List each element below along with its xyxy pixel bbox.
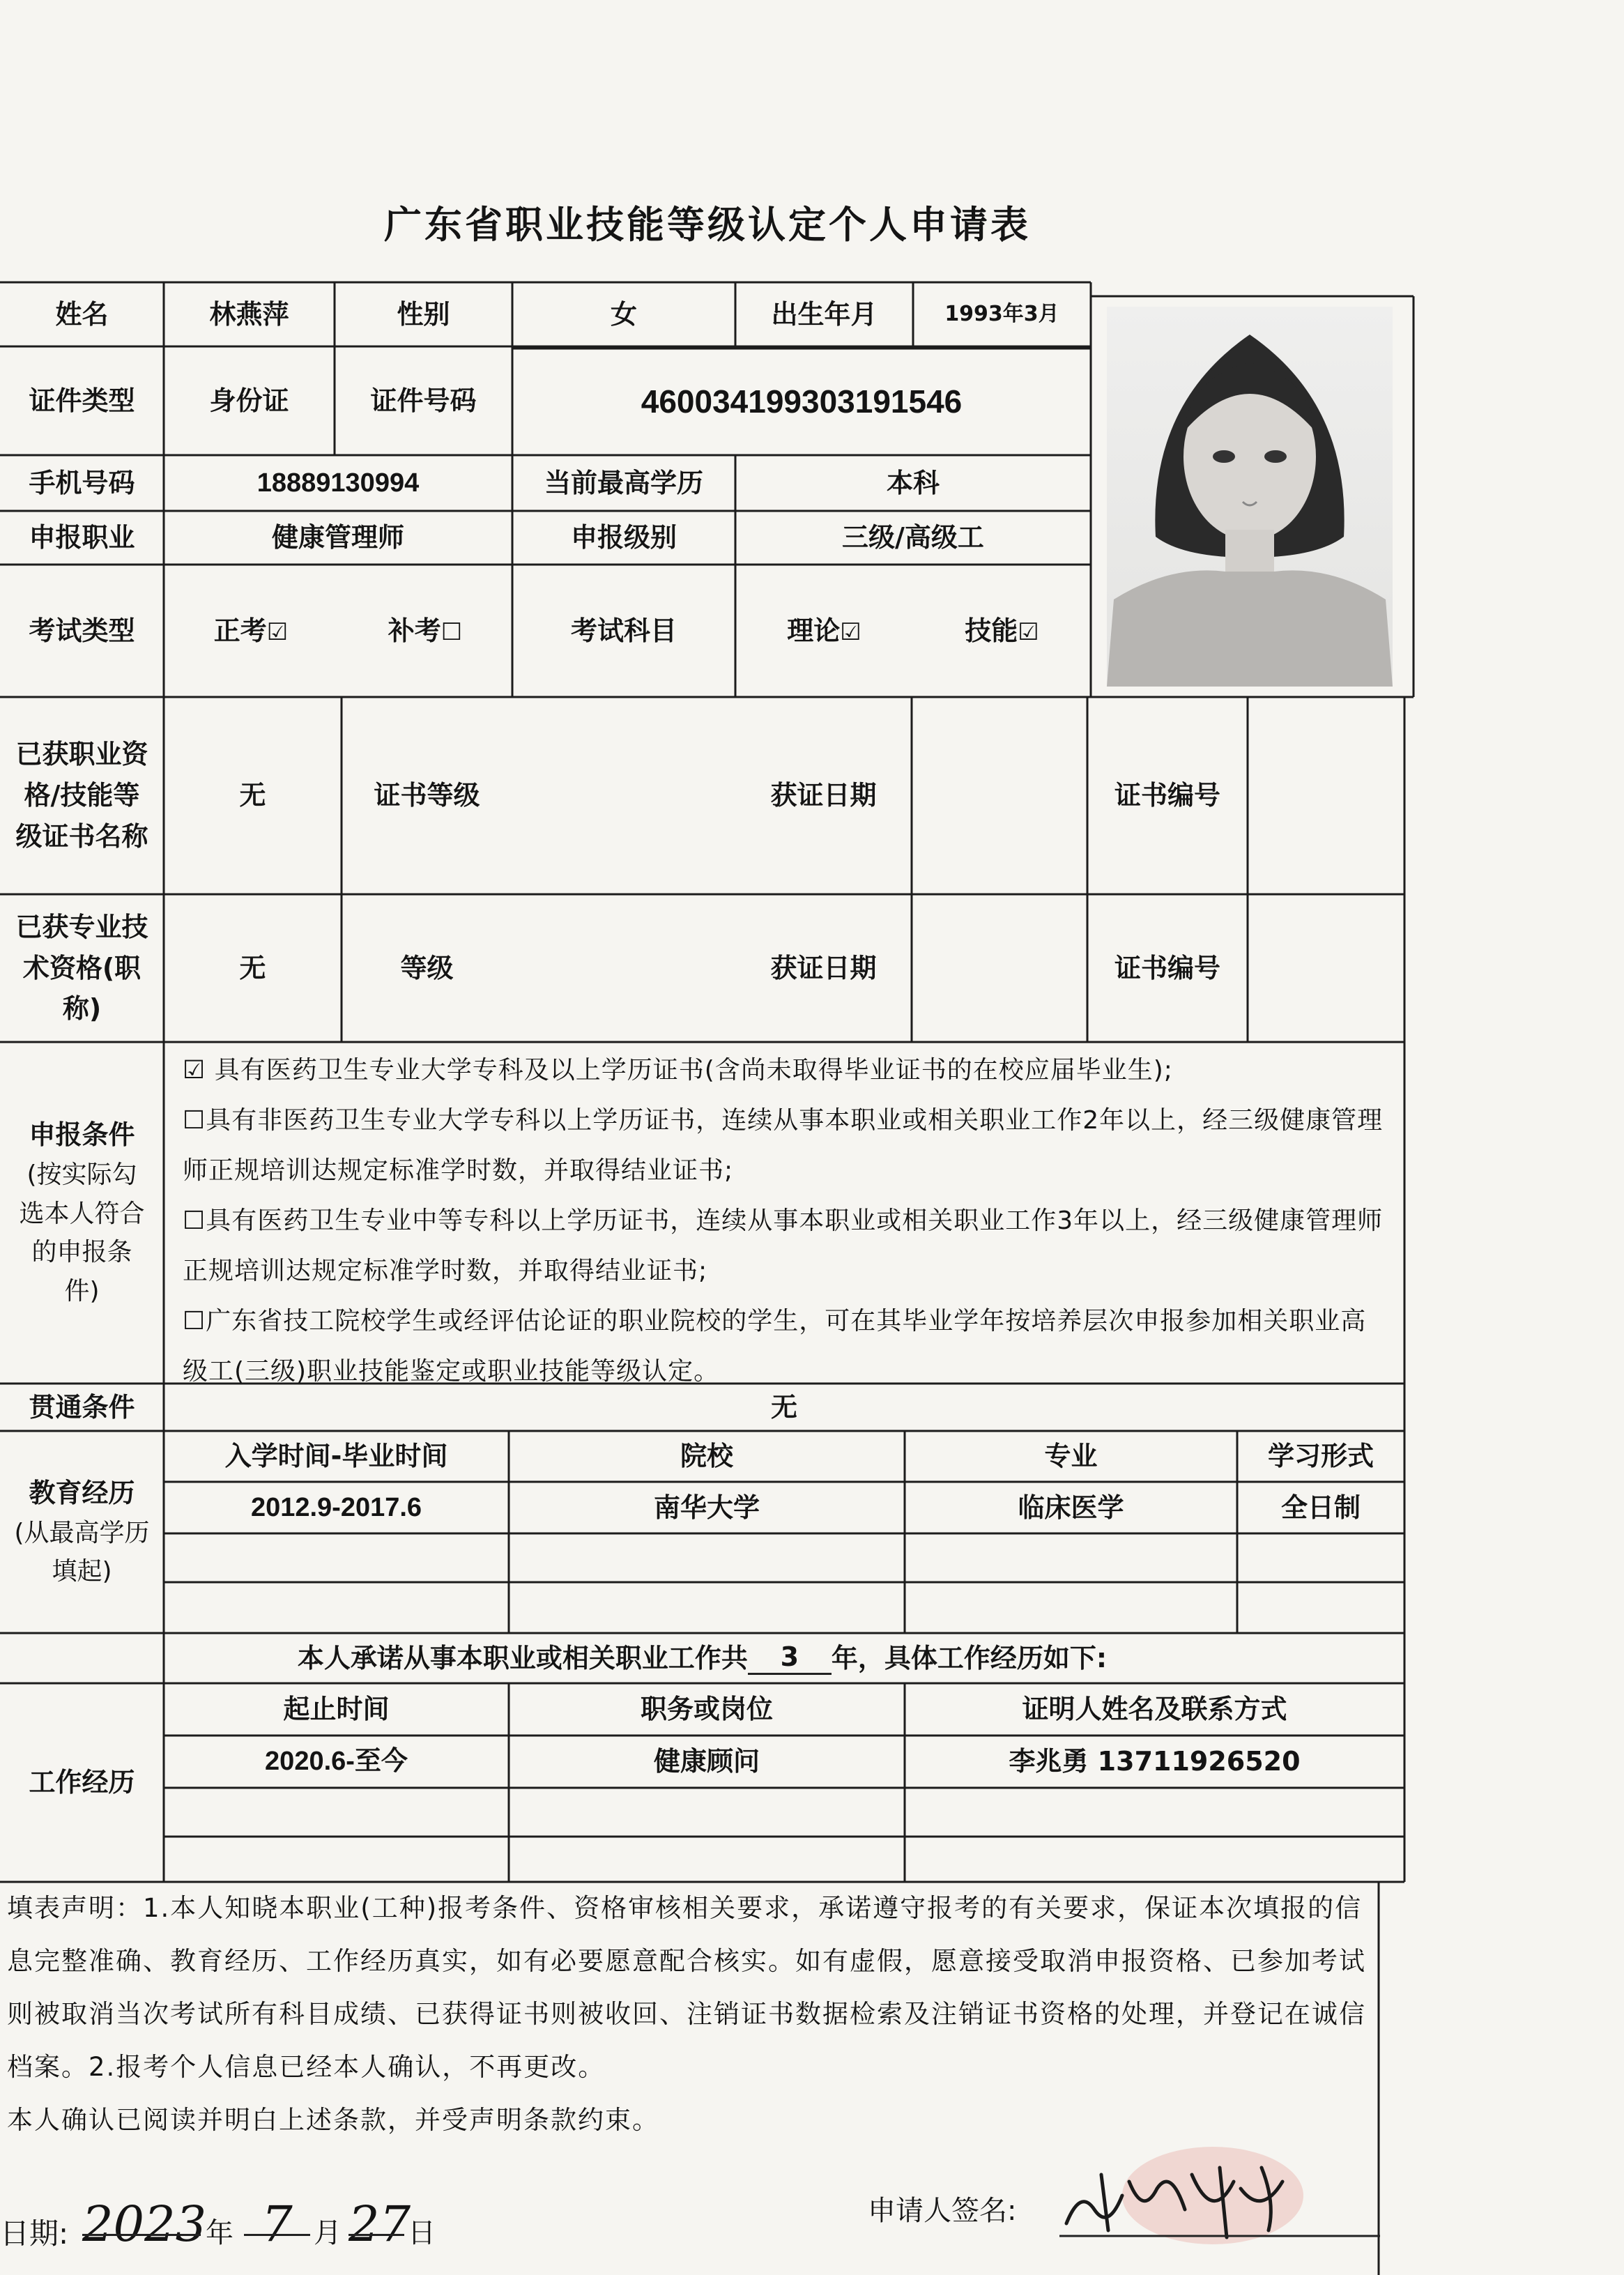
label-title-date: 获证日期 [770, 952, 877, 983]
condition-3[interactable]: ☐具有医药卫生专业中等专科以上学历证书，连续从事本职业或相关职业工作3年以上，经三级健康管理师正规培训达规定标准学时数，并取得结业证书; [183, 1207, 1384, 1285]
label-education: 当前最高学历 [544, 467, 703, 498]
checkbox-skill[interactable]: ☑ [1018, 618, 1039, 646]
work-header-reference: 证明人姓名及联系方式 [1022, 1694, 1287, 1725]
label-work-history: 工作经历 [29, 1767, 135, 1798]
value-occupation: 健康管理师 [271, 522, 404, 553]
confirm-text: 本人确认已阅读并明白上述条款，并受声明条款约束。 [7, 2105, 659, 2135]
exam-type-options [164, 565, 512, 697]
value-id-no: 460034199303191546 [641, 383, 963, 420]
work-promise-pre: 本人承诺从事本职业或相关职业工作共 [297, 1642, 748, 1673]
form-title: 广东省职业技能等级认定个人申请表 [384, 203, 1031, 247]
work-header-position: 职务或岗位 [640, 1694, 773, 1725]
value-qual-cert: 无 [239, 780, 266, 811]
work-row-position: 健康顾问 [653, 1746, 760, 1777]
declaration-text: 填表声明：1.本人知晓本职业(工种)报考条件、资格审核相关要求，承诺遵守报考的有关要求，保证本次填报的信息完整准确、教育经历、工作经历真实，如有必要愿意配合核实。如有虚假，愿意接受取消申报资格、已参加考试则被取消当次考试所有科目成绩、已获得证书则被收回、注销证书数据检索及注销证书资格的处理，并登记在诚信档案。2.报考个人信息已经本人确认，不再更改。 [7, 1893, 1366, 2082]
checkbox-theory[interactable]: ☑ [840, 618, 861, 646]
value-level: 三级/高级工 [842, 522, 984, 553]
date-label: 日期: [0, 2216, 69, 2251]
signature-stamp [1052, 2147, 1387, 2251]
label-conditions: 申报条件 [29, 1119, 135, 1150]
label-edu-history-sub: (从最高学历填起) [14, 1518, 150, 1586]
checkbox-regular[interactable]: ☑ [266, 618, 289, 646]
value-id-type: 身份证 [209, 385, 289, 416]
value-birth: 1993年3月 [944, 301, 1059, 326]
checkbox-makeup[interactable]: ☐ [441, 618, 463, 646]
option-theory[interactable] [787, 611, 861, 652]
option-skill[interactable] [965, 611, 1039, 652]
exam-subject-options [735, 565, 1091, 697]
work-header-period: 起止时间 [283, 1694, 390, 1725]
label-exam-type: 考试类型 [29, 615, 135, 646]
date-month-unit: 月 [314, 2217, 342, 2249]
option-regular-label: 正考 [213, 615, 267, 646]
signature-label: 申请人签名: [868, 2195, 1017, 2227]
date-year-line [82, 2234, 201, 2236]
label-id-no: 证件号码 [370, 385, 477, 416]
date-month-line [244, 2234, 310, 2236]
edu-header-major: 专业 [1044, 1441, 1098, 1472]
label-edu-history: 教育经历 [29, 1477, 135, 1508]
value-prof-title: 无 [239, 952, 266, 983]
option-theory-label: 理论 [787, 615, 841, 646]
edu-row-mode: 全日制 [1280, 1492, 1361, 1523]
condition-1[interactable]: ☑ 具有医药卫生专业大学专科及以上学历证书(含尚未取得毕业证书的在校应届毕业生); [183, 1056, 1173, 1085]
label-exam-subject: 考试科目 [570, 615, 677, 646]
edu-header-period: 入学时间-毕业时间 [224, 1441, 448, 1472]
value-phone: 18889130994 [256, 468, 420, 498]
label-occupation: 申报职业 [29, 522, 135, 553]
date-year-unit: 年 [206, 2217, 233, 2249]
label-cert-level: 证书等级 [374, 780, 480, 811]
option-makeup-label: 补考 [388, 615, 441, 646]
edu-header-school: 院校 [680, 1441, 733, 1472]
work-years: 3 [748, 1641, 832, 1676]
label-through: 贯通条件 [29, 1391, 135, 1423]
option-skill-label: 技能 [965, 615, 1018, 646]
label-cert-date: 获证日期 [770, 780, 877, 811]
edu-row-period: 2012.9-2017.6 [250, 1492, 422, 1522]
label-phone: 手机号码 [29, 467, 135, 498]
edu-label-cell [0, 1431, 164, 1633]
date-month: 7 [261, 2196, 293, 2253]
work-row-reference: 李兆勇 13711926520 [1009, 1746, 1301, 1777]
value-gender: 女 [610, 298, 637, 330]
date-year: 2023 [82, 2196, 207, 2253]
value-education: 本科 [886, 467, 940, 498]
work-row-period: 2020.6-至今 [265, 1747, 408, 1777]
conditions-label-cell [0, 1042, 164, 1384]
label-name: 姓名 [55, 298, 109, 330]
work-promise-post: 年，具体工作经历如下: [831, 1642, 1108, 1673]
conditions-list [183, 1045, 1392, 1397]
option-makeup[interactable] [388, 611, 463, 652]
edu-header-mode: 学习形式 [1267, 1441, 1374, 1472]
label-gender: 性别 [397, 298, 450, 330]
label-cert-no: 证书编号 [1114, 780, 1220, 811]
condition-2[interactable]: ☐具有非医药卫生专业大学专科以上学历证书，连续从事本职业或相关职业工作2年以上，经三级健康管理师正规培训达规定标准学时数，并取得结业证书; [183, 1106, 1384, 1185]
work-promise [0, 1633, 1404, 1683]
label-level: 申报级别 [570, 522, 677, 553]
label-title-level: 等级 [400, 952, 454, 983]
label-conditions-sub: (按实际勾选本人符合的申报条件) [19, 1160, 145, 1306]
label-birth: 出生年月 [771, 298, 878, 330]
label-prof-title: 已获专业技术资格(职称) [15, 911, 148, 1025]
value-through: 无 [770, 1391, 797, 1423]
applicant-photo [1107, 307, 1393, 687]
condition-4[interactable]: ☐广东省技工院校学生或经评估论证的职业院校的学生，可在其毕业学年按培养层次申报参加相关职业高级工(三级)职业技能鉴定或职业技能等级认定。 [183, 1307, 1367, 1386]
edu-row-school: 南华大学 [653, 1492, 760, 1523]
date-day-line [348, 2234, 404, 2236]
date-day-unit: 日 [408, 2217, 436, 2249]
label-id-type: 证件类型 [29, 385, 135, 416]
label-title-no: 证书编号 [1114, 952, 1220, 983]
option-regular[interactable] [214, 611, 289, 652]
edu-row-major: 临床医学 [1018, 1492, 1124, 1523]
label-qual-cert: 已获职业资格/技能等级证书名称 [15, 739, 148, 852]
date-day: 27 [348, 2196, 411, 2253]
value-name: 林燕萍 [209, 298, 289, 330]
declaration [7, 1882, 1373, 2147]
